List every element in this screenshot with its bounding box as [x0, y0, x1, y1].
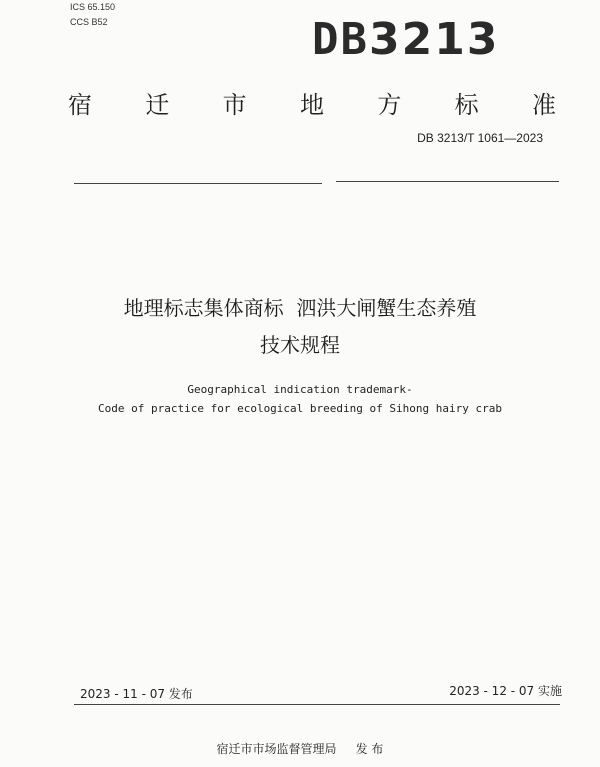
footer-divider	[74, 704, 560, 705]
standard-type-char: 宿	[68, 90, 92, 119]
standard-type-char: 地	[299, 90, 324, 119]
ccs-code: CCS B52	[70, 17, 108, 27]
logo-number: 3213	[368, 14, 500, 65]
standard-type-heading	[68, 84, 556, 120]
publisher: 宿迁市市场监督管理局 发 布	[216, 742, 384, 756]
standard-type-char: 标	[454, 90, 479, 119]
title-zh-line1: 地理标志集体商标 泗洪大闸蟹生态养殖	[123, 296, 477, 320]
db-logo	[312, 14, 532, 66]
header-divider-right	[336, 181, 559, 182]
implementation-date: 2023 - 12 - 07 实施	[449, 684, 562, 698]
standard-type-char: 准	[531, 90, 556, 119]
standard-type-char: 迁	[145, 90, 170, 119]
title-en-line1: Geographical indication trademark-	[187, 383, 413, 396]
issue-date: 2023 - 11 - 07 发布	[80, 687, 193, 701]
header-divider-left	[74, 183, 322, 184]
title-zh-line2: 技术规程	[260, 333, 340, 357]
title-en-line2: Code of practice for ecological breeding of Sihong hairy crab	[98, 402, 502, 415]
standard-type-char: 市	[222, 90, 247, 119]
logo-db-text: DB	[312, 14, 369, 65]
ics-code: ICS 65.150	[70, 2, 116, 12]
standard-number: DB 3213/T 1061—2023	[417, 131, 543, 145]
standard-type-char: 方	[377, 90, 402, 119]
